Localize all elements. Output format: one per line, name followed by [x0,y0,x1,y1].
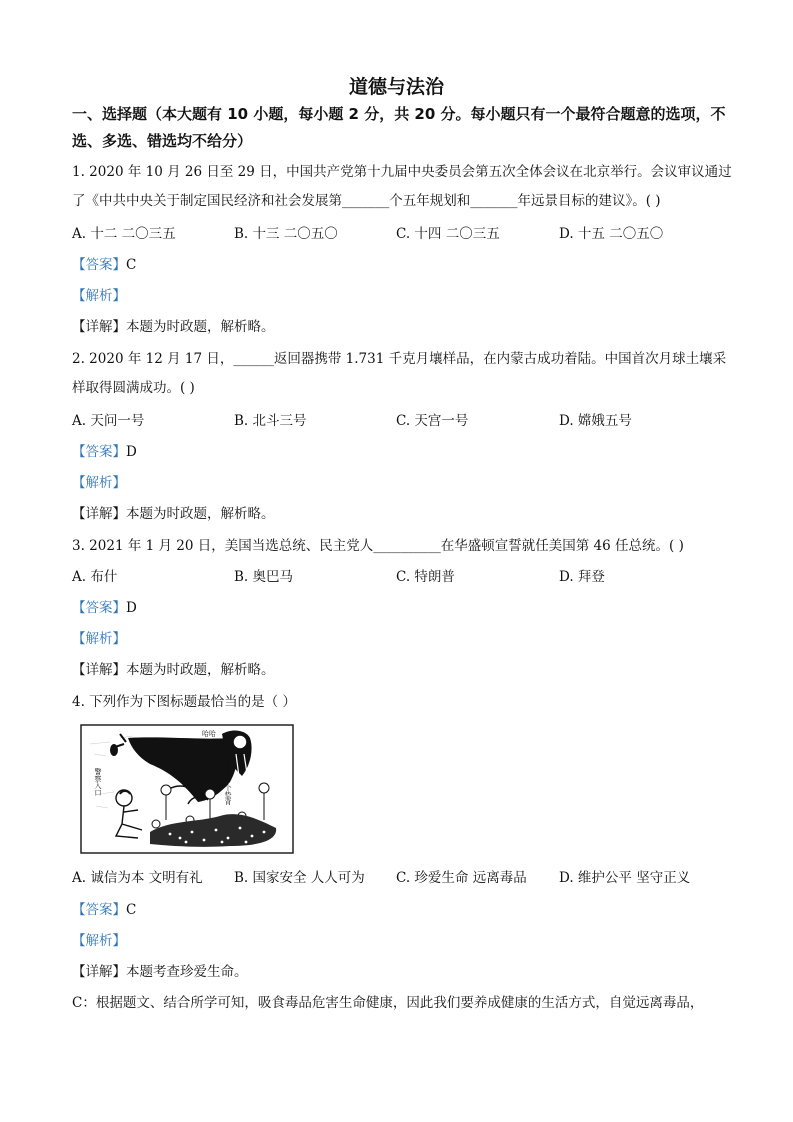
answer-tag: 【答案】 [72,444,126,460]
q2-stem-line2: 样取得圆满成功。( ) [72,380,195,396]
answer-value: D [126,600,137,616]
detail-text: 本题为时政题，解析略。 [126,506,275,522]
q4-option-c: C. 珍爱生命 远离毒品 [396,870,527,886]
cartoon-caption-top: 哈哈 [202,730,216,738]
cartoon-caption-left: 警察入口 [94,768,102,796]
answer-tag: 【答案】 [72,600,126,616]
detail-text: 本题为时政题，解析略。 [126,319,275,335]
q4-stem-line1: 4. 下列作为下图标题最恰当的是（ ） [72,694,296,710]
q3-detail [72,658,275,678]
q2-analysis-tag: 【解析】 [72,475,126,491]
answer-tag: 【答案】 [72,902,126,918]
q1-option-b: B. 十三 二〇五〇 [234,226,338,242]
detail-text: 本题为时政题，解析略。 [126,662,275,678]
q1-option-c: C. 十四 二〇三五 [396,226,500,242]
q4-answer [72,898,136,918]
q2-option-c: C. 天宫一号 [396,413,469,429]
q2-option-d: D. 嫦娥五号 [559,413,632,429]
q4-option-b: B. 国家安全 人人可为 [234,870,365,886]
page-title: 道德与法治 [348,76,444,98]
detail-text: 本题考查珍爱生命。 [126,964,248,980]
cartoon-caption-right: 又拿了一个垫背 [224,756,232,805]
q2-stem-line1: 2. 2020 年 12 月 17 日，______返回器携带 1.731 千克月壤样品，在内蒙古成功着陆。中国首次月球土壤采 [72,351,727,367]
answer-value: C [126,257,137,273]
answer-value: C [126,902,137,918]
detail-tag: 【详解】 [72,506,126,522]
detail-tag: 【详解】 [72,662,126,678]
q3-option-d: D. 拜登 [559,569,605,585]
answer-tag: 【答案】 [72,257,126,273]
q4-detail [72,960,248,980]
drug-cartoon-figure [80,724,294,854]
q4-explanation: C：根据题文、结合所学可知，吸食毒品危害生命健康，因此我们要养成健康的生活方式，自觉远离毒品， [72,995,704,1011]
q3-analysis-tag: 【解析】 [72,631,126,647]
detail-tag: 【详解】 [72,964,126,980]
answer-value: D [126,444,137,460]
q1-option-a: A. 十二 二〇三五 [72,226,176,242]
detail-tag: 【详解】 [72,319,126,335]
q4-option-a: A. 诚信为本 文明有礼 [72,870,203,886]
q1-stem-line1: 1. 2020 年 10 月 26 日至 29 日，中国共产党第十九届中央委员会第五次全体会议在北京举行。会议审议通过 [72,164,732,180]
section-heading: 一、选择题（本大题有 10 小题，每小题 2 分，共 20 分。每小题只有一个最符合题意的选项，不选、多选、错选均不给分） [72,105,726,150]
q3-option-a: A. 布什 [72,569,118,585]
q2-answer [72,440,137,460]
q4-analysis-tag: 【解析】 [72,933,126,949]
q2-option-a: A. 天问一号 [72,413,145,429]
q3-stem-line1: 3. 2021 年 1 月 20 日，美国当选总统、民主党人__________在华盛顿宣誓就任美国第 46 任总统。( ) [72,538,684,554]
q1-stem-line2: 了《中共中央关于制定国民经济和社会发展第_______个五年规划和_______年远景目标的建议》。( ) [72,193,661,209]
q1-option-d: D. 十五 二〇五〇 [559,226,664,242]
q4-option-d: D. 维护公平 坚守正义 [559,870,691,886]
q2-option-b: B. 北斗三号 [234,413,307,429]
q2-detail [72,502,275,522]
q3-option-b: B. 奥巴马 [234,569,294,585]
q1-answer [72,253,136,273]
q3-answer [72,596,137,616]
q1-analysis-tag: 【解析】 [72,288,126,304]
q1-detail [72,315,275,335]
q3-option-c: C. 特朗普 [396,569,455,585]
